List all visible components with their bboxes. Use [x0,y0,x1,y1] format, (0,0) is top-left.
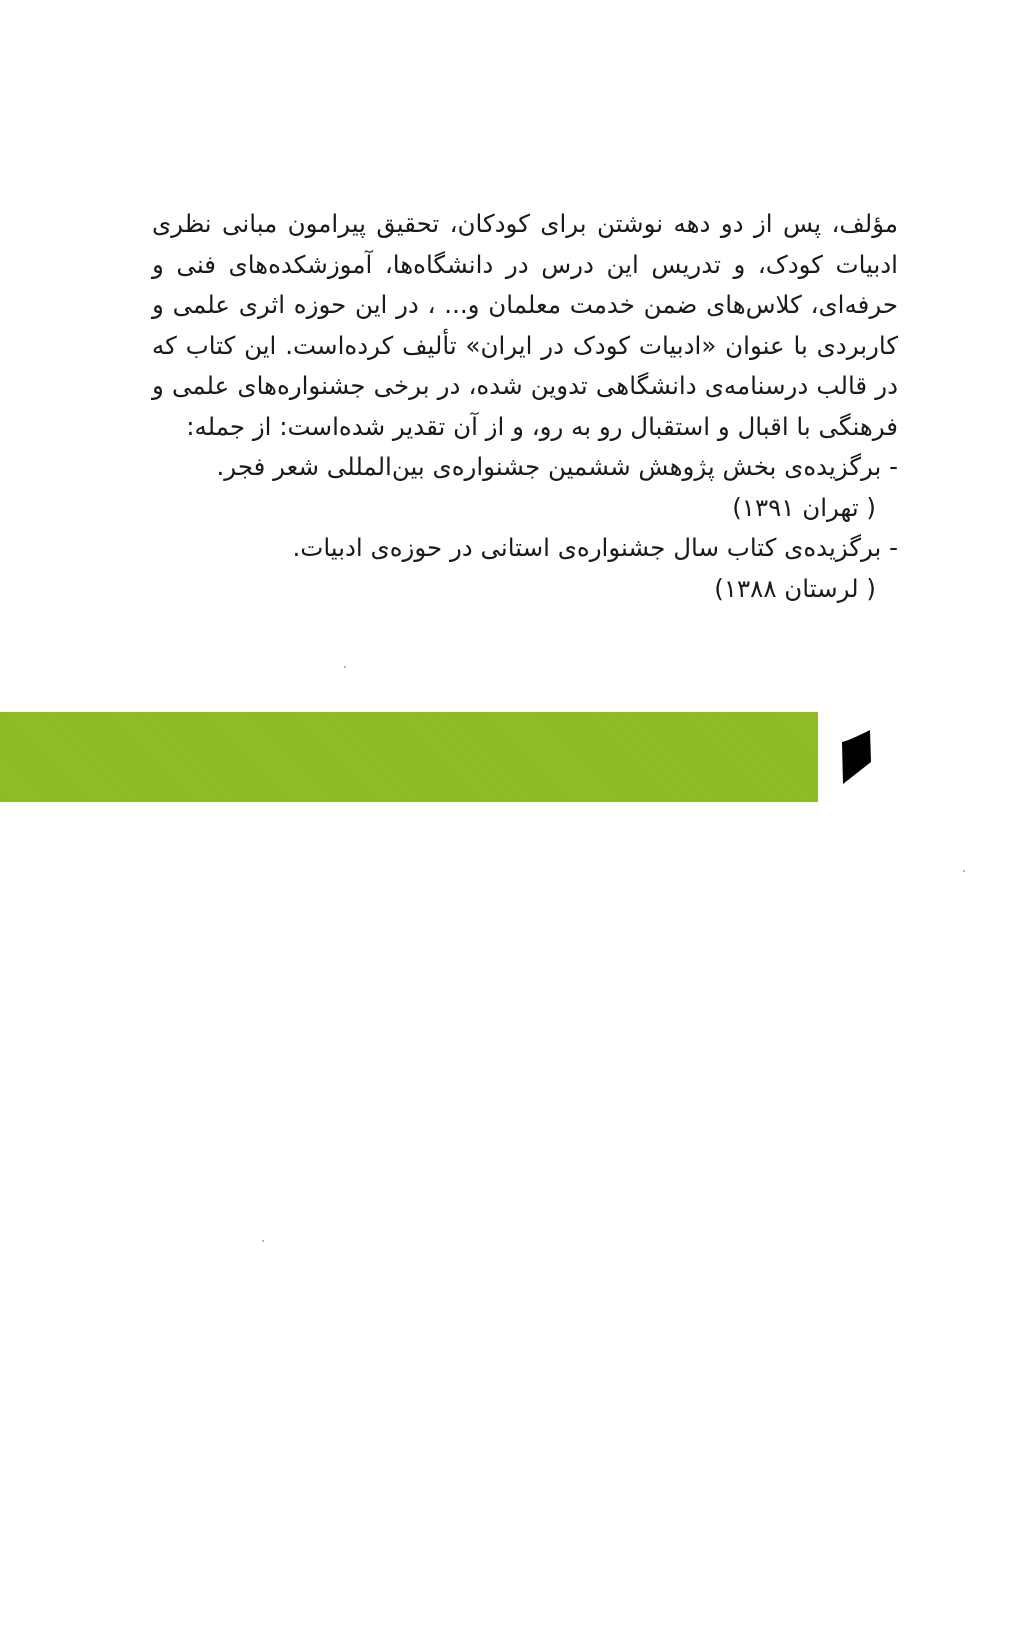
print-speck [262,1240,264,1242]
award-1-text: - برگزیده‌ی بخش پژوهش ششمین جشنواره‌ی بین‌المللی شعر فجر. [216,452,898,481]
description-paragraph: مؤلف، پس از دو دهه نوشتن برای کودکان، تحقیق پیرامون مبانی نظری ادبیات کودک، و تدریس این درس در دانشگاه‌ها، آموزشکده‌های فنی و حرفه‌ای، کلاس‌های ضمن خدمت معلمان و... ، در این حوزه اثری علمی و کاربردی با عنوان «ادبیات کودک در ایران» تألیف کرده‌است. این کتاب که در قالب درسنامه‌ی دانشگاهی تدوین شده، در برخی جشنواره‌های علمی و فرهنگی با اقبال و استقبال رو به رو، و از آن تقدیر شده‌است: از جمله: [152,209,898,441]
print-speck [963,870,965,872]
award-item-1 [152,447,898,528]
print-speck [344,666,346,668]
back-cover-description [152,204,898,609]
award-1-note: ( تهران ۱۳۹۱) [732,492,876,522]
award-2-text: - برگزیده‌ی کتاب سال جشنواره‌ی استانی در حوزه‌ی ادبیات. [292,533,898,562]
award-2-note: ( لرستان ۱۳۸۸) [714,573,876,603]
publisher-logo-icon [840,728,874,786]
green-accent-band [0,712,818,802]
award-item-2 [152,528,898,609]
